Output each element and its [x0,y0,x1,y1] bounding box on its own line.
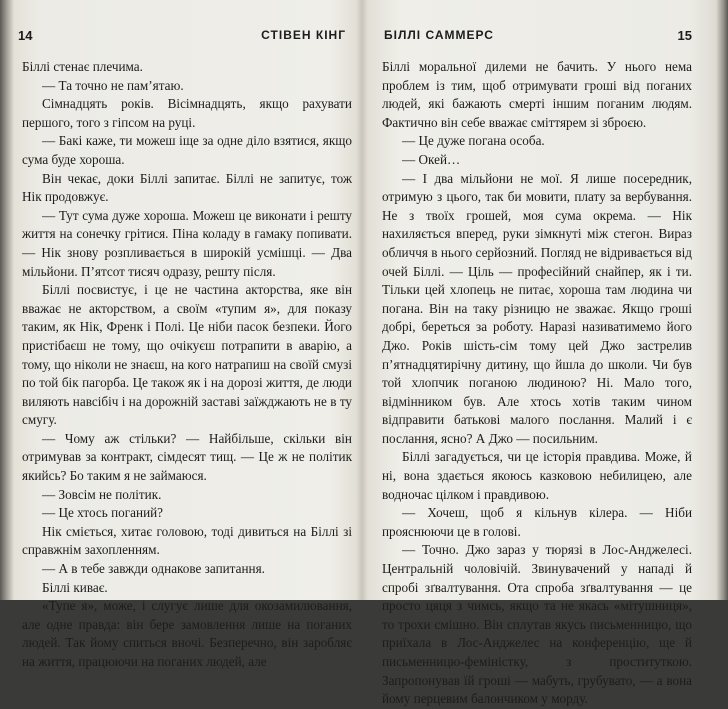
paragraph: — Тут сума дуже хороша. Можеш це виконати і решту життя на сонечку грітися. Піна коладу в гамаку попивати. — Нік знову розпливається в широкій усмішці. — Два мільйони. П’ятсот тисяч одразу, решту після. [22,207,352,279]
paragraph: Біллі моральної дилеми не бачить. У нього нема проблем із тим, щоб отримувати гроші від поганих людей, які бажають смерті іншим поганим людям. Фактично він себе вважає сміттярем зі зброєю. [382,59,692,130]
paragraph: Біллі загадується, чи це історія правдива. Може, й ні, вона здається якоюсь казковою небилицею, але водночас цілком і правдивою. [382,449,692,502]
right-page-text [382,58,692,709]
left-page-text [22,58,352,672]
paragraph: — Точно. Джо зараз у тюрязі в Лос-Анджелесі. Центральній чоловічій. Звинувачений у нападі й спробі зґвалтування. Ота спроба зґвалтування — це просто цяця з чимсь, якщо та не якась «мітушниця», то трохи смішно. Він сплутав якусь письменницю, що приїхала в Лос-Анджелес на конференцію, ще й письменницю-феміністку, з проституткою. Запропонував їй гроші — мабуть, грубувато, — а вона йому перцевим балончиком у морду. [382,542,692,707]
paragraph: Біллі киває. [42,579,108,595]
paragraph: Сімнадцять років. Вісімнадцять, якщо рахувати першого, того з гіпсом на руці. [22,96,352,130]
paragraph: — Зовсім не політик. [42,486,162,502]
page-number: 15 [677,28,692,43]
left-page [18,0,354,669]
paragraph: — А в тебе завжди однакове запитання. [42,561,265,577]
paragraph: — Хочеш, щоб я кільнув кілера. — Ніби прояснюючи це в голові. [382,505,692,539]
page-number: 14 [18,28,33,43]
paragraph: — І два мільйони не мої. Я лише посередник, отримую з цього, так би мовити, плату за вербування. Не з твоїх грошей, моя сума окрема. — Нік нахиляється вперед, руки зімкнуті між стегон. Вираз обличчя в нього серйозний. Погляд не відривається від очей Біллі. — Ціль — професійний снайпер, як і ти. Тільки цей хлопець не питає, хороша там людина чи погана. Він на таку різницю не зважає. Якщо гроші добрі, береться за роботу. Наразі називатимемо його Джо. Років шість-сім тому цей Джо застрелив п’ятнадцятирічну дитину, що йшла до школи. Чи був той хлопчик поганою людиною? Ні. Мало того, відмінником був. Але хтось хотів таким чином відправити батькові малого послання. Малий і є послання, ясно? А Джо — посильним. [382,170,692,446]
running-head-title: БІЛЛІ САММЕРС [384,28,494,42]
paragraph: Він чекає, доки Біллі запитає. Біллі не запитує, тож Нік продовжує. [22,170,352,205]
paragraph: — Окей… [402,151,461,167]
left-page-header [18,28,354,48]
paragraph: — Бакі каже, ти можеш іще за одне діло взятися, якщо сума буде хороша. [22,133,352,167]
paragraph: Біллі посвистує, і це не частина акторства, яке він вважає не акторством, а своїм «тупим я», для показу таким, як Нік, Френк і Полі. Це ніби пасок безпеки. Його пристібаєш не тому, що очікуєш потрапити в аварію, а тому, що ніколи не знаєш, на кого натрапиш на своїй смузі по той бік пагорба. Це також як і на дорозі життя, де люди виляють навсібіч і на дорожній заставі заїжджають не в ту смугу. [22,282,352,428]
paragraph: — Це хтось поганий? [42,505,164,521]
right-page-header [372,28,698,48]
running-head-author: СТІВЕН КІНГ [261,28,346,42]
paragraph: «Тупе я», може, і слугує лише для окозамилювання, але одне правда: він бере замовлення лише на поганих людей. Так йому спиться вночі. Безперечно, він заробляє на життя, працюючи на поганих людей, але [22,598,352,669]
paragraph: Біллі стенає плечима. [22,59,143,74]
paragraph: — Та точно не пам’ятаю. [42,77,184,93]
right-page [372,0,698,707]
paragraph: — Це дуже погана особа. [402,133,545,149]
paragraph: Нік сміється, хитає головою, тоді дивиться на Біллі зі справжнім захопленням. [22,523,352,558]
paragraph: — Чому аж стільки? — Найбільше, скільки він отримував за контракт, сімдесят тищ. — Це ж не політик якийсь? Бо таким я не займаюся. [22,430,352,484]
